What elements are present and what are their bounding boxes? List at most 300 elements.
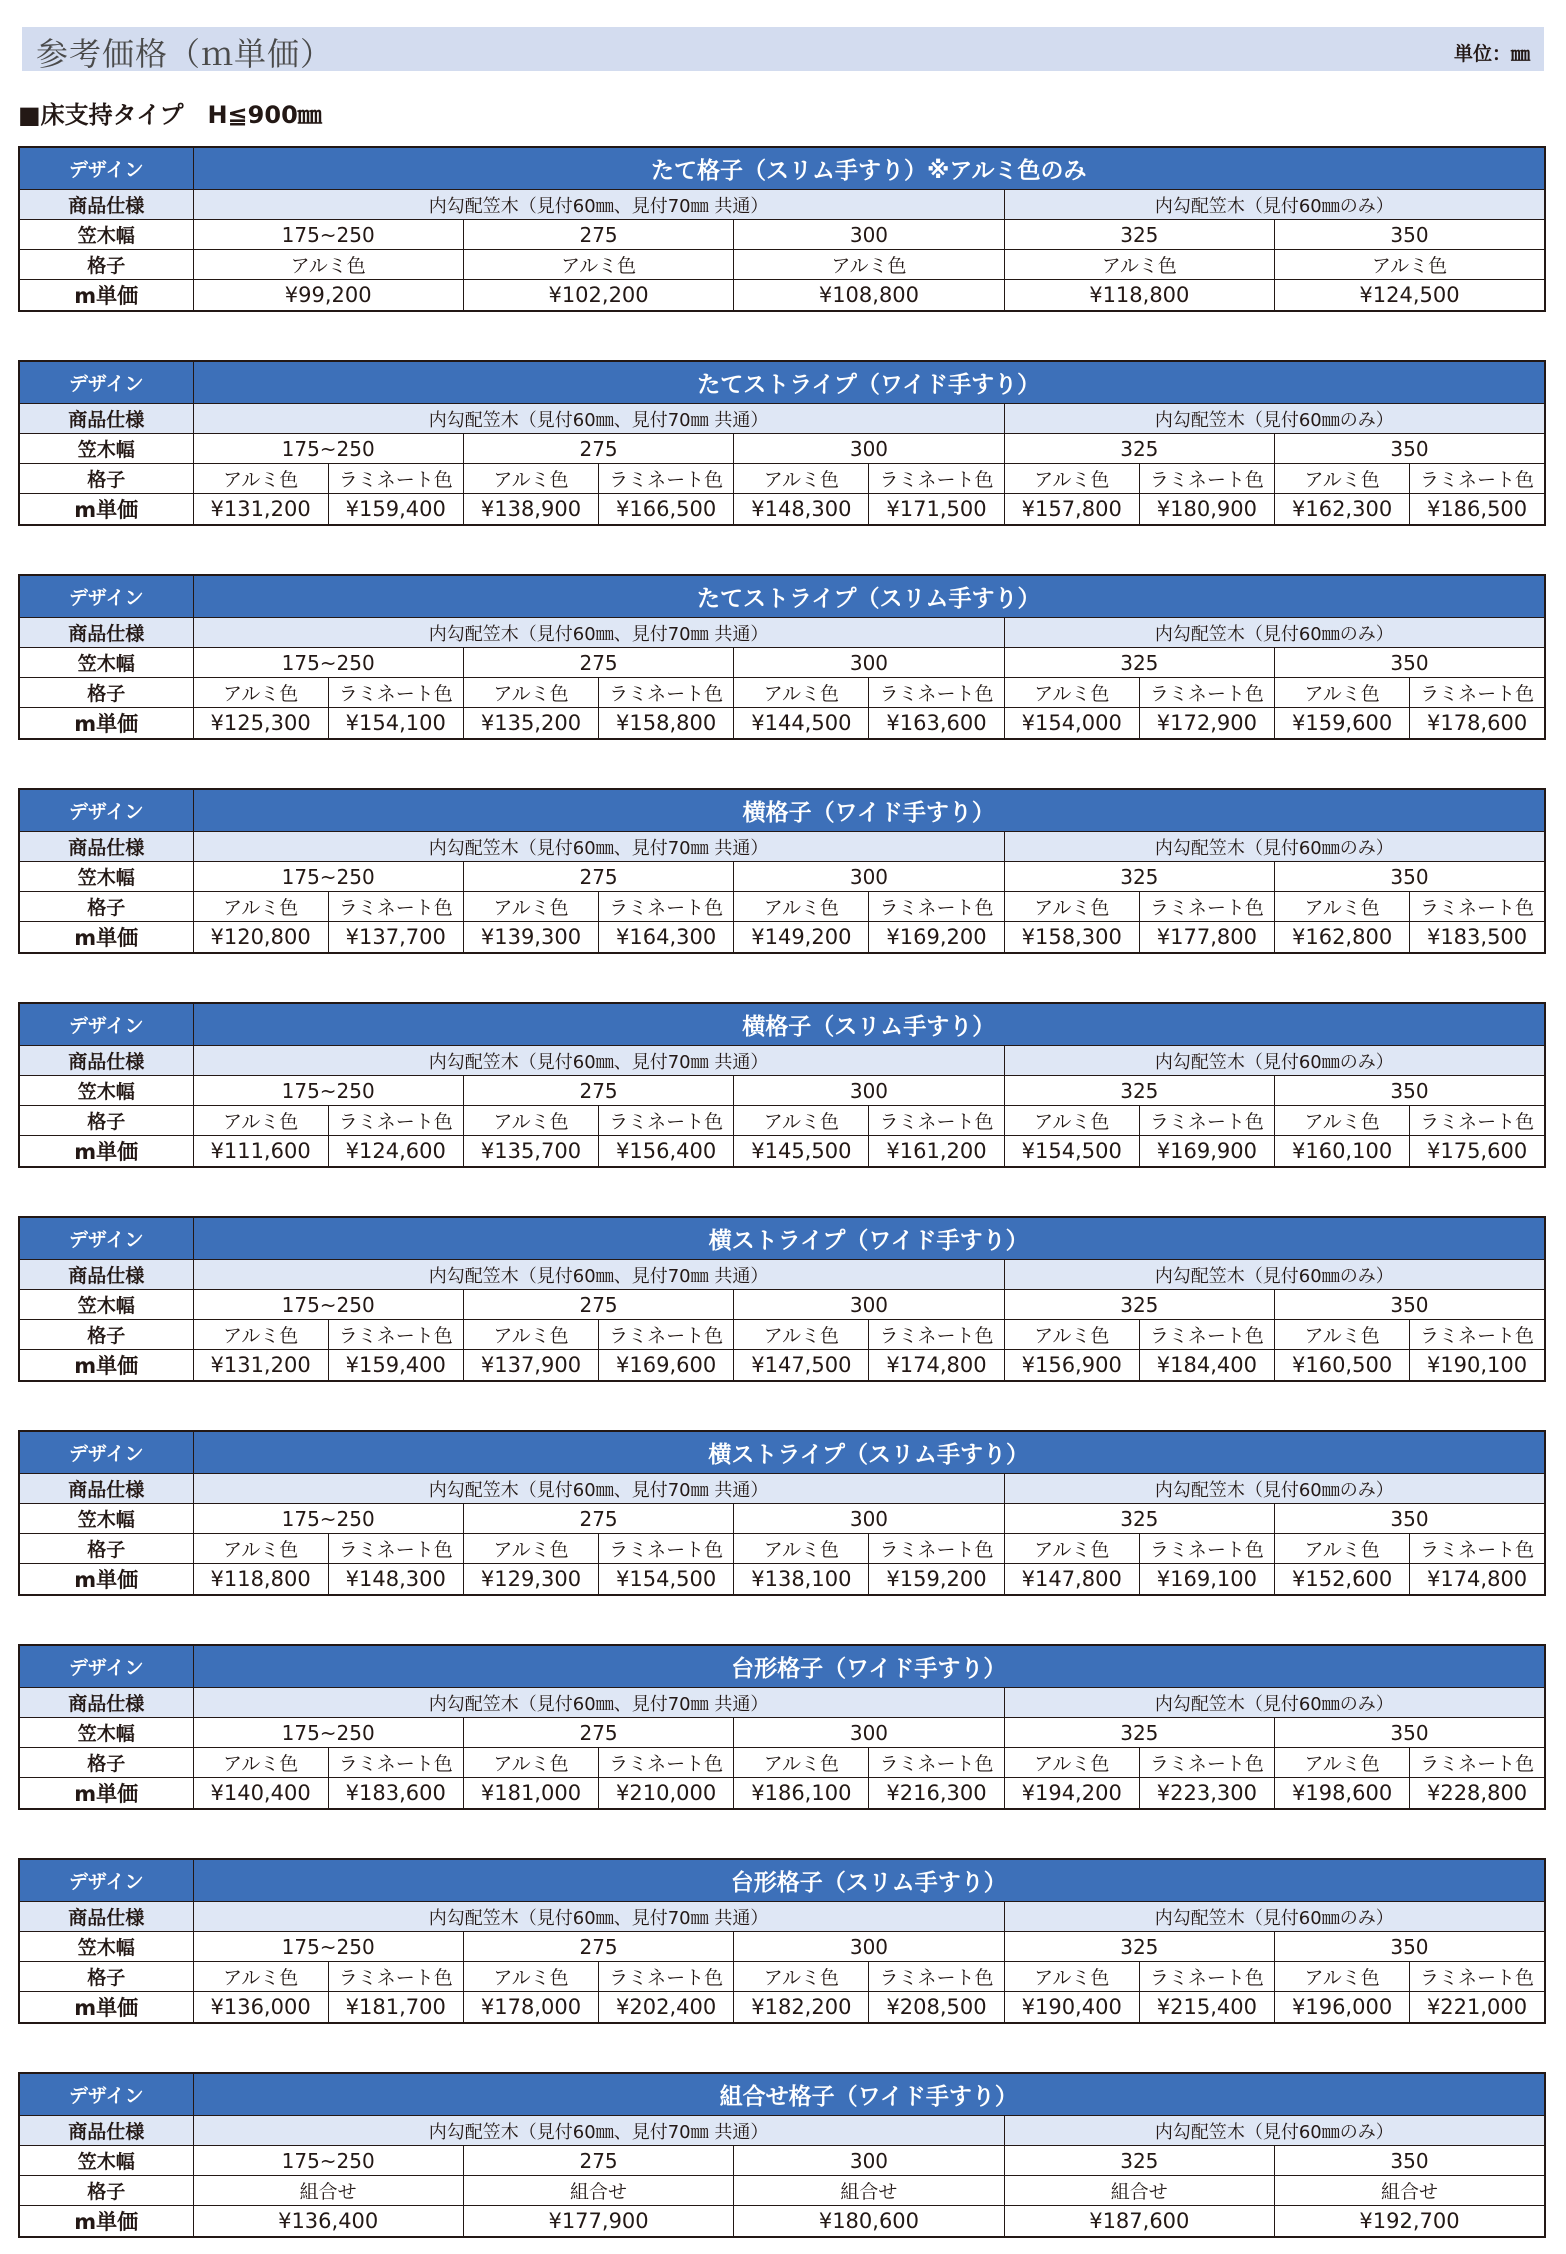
- width-cell: 350: [1275, 1932, 1545, 1962]
- price-cell: ¥221,000: [1410, 1992, 1545, 2024]
- price-cell: ¥158,300: [1004, 922, 1139, 954]
- price-cell: ¥159,200: [869, 1564, 1004, 1596]
- price-cell: ¥169,900: [1139, 1136, 1274, 1168]
- design-name: 横ストライプ（ワイド手すり）: [193, 1217, 1545, 1260]
- price-cell: ¥169,600: [599, 1350, 734, 1382]
- price-cell: ¥171,500: [869, 494, 1004, 526]
- width-cell: 175~250: [193, 862, 463, 892]
- lattice-cell: アルミ色: [463, 464, 598, 494]
- lattice-cell: ラミネート色: [869, 1748, 1004, 1778]
- width-cell: 175~250: [193, 434, 463, 464]
- spec-row: [19, 190, 1545, 220]
- lattice-cell: ラミネート色: [1410, 1962, 1545, 1992]
- price-cell: ¥180,900: [1139, 494, 1274, 526]
- lattice-label: 格子: [19, 678, 193, 708]
- price-cell: ¥154,500: [599, 1564, 734, 1596]
- lattice-cell: 組合せ: [734, 2176, 1004, 2206]
- price-cell: ¥136,400: [193, 2206, 463, 2238]
- price-cell: ¥159,600: [1275, 708, 1410, 740]
- price-cell: ¥156,400: [599, 1136, 734, 1168]
- price-cell: ¥154,100: [328, 708, 463, 740]
- price-table: [18, 1216, 1546, 1382]
- price-row: [19, 1564, 1545, 1596]
- price-cell: ¥198,600: [1275, 1778, 1410, 1810]
- lattice-cell: ラミネート色: [869, 1106, 1004, 1136]
- lattice-cell: ラミネート色: [1139, 1534, 1274, 1564]
- spec-label: 商品仕様: [19, 618, 193, 648]
- lattice-label: 格子: [19, 1106, 193, 1136]
- lattice-cell: アルミ色: [193, 1748, 328, 1778]
- price-label: m単価: [19, 2206, 193, 2238]
- lattice-cell: アルミ色: [193, 678, 328, 708]
- spec-cell: 内勾配笠木（見付60㎜、見付70㎜ 共通）: [193, 1260, 1004, 1290]
- lattice-cell: アルミ色: [193, 250, 463, 280]
- spec-cell: 内勾配笠木（見付60㎜のみ）: [1004, 1474, 1545, 1504]
- spec-cell: 内勾配笠木（見付60㎜、見付70㎜ 共通）: [193, 190, 1004, 220]
- width-cell: 325: [1004, 220, 1274, 250]
- lattice-cell: ラミネート色: [1410, 464, 1545, 494]
- spec-cell: 内勾配笠木（見付60㎜のみ）: [1004, 2116, 1545, 2146]
- width-cell: 300: [734, 434, 1004, 464]
- design-label: デザイン: [19, 1859, 193, 1902]
- width-cell: 175~250: [193, 1504, 463, 1534]
- design-row: [19, 789, 1545, 832]
- width-cell: 175~250: [193, 1932, 463, 1962]
- price-cell: ¥159,400: [328, 1350, 463, 1382]
- lattice-cell: アルミ色: [1004, 892, 1139, 922]
- width-cell: 325: [1004, 648, 1274, 678]
- design-row: [19, 575, 1545, 618]
- lattice-cell: アルミ色: [734, 1534, 869, 1564]
- lattice-cell: 組合せ: [1275, 2176, 1546, 2206]
- width-cell: 300: [734, 2146, 1004, 2176]
- lattice-cell: ラミネート色: [869, 464, 1004, 494]
- lattice-cell: アルミ色: [1275, 1320, 1410, 1350]
- price-label: m単価: [19, 922, 193, 954]
- width-cell: 275: [463, 220, 733, 250]
- width-cell: 350: [1275, 862, 1545, 892]
- spec-label: 商品仕様: [19, 1046, 193, 1076]
- price-table-block: [18, 1858, 1544, 2024]
- width-cell: 350: [1275, 2146, 1546, 2176]
- spec-row: [19, 832, 1545, 862]
- design-row: [19, 2073, 1545, 2116]
- price-cell: ¥183,600: [328, 1778, 463, 1810]
- lattice-cell: アルミ色: [463, 892, 598, 922]
- lattice-cell: アルミ色: [1004, 464, 1139, 494]
- spec-cell: 内勾配笠木（見付60㎜、見付70㎜ 共通）: [193, 618, 1004, 648]
- lattice-cell: アルミ色: [1004, 678, 1139, 708]
- width-cell: 300: [734, 1076, 1004, 1106]
- price-cell: ¥125,300: [193, 708, 328, 740]
- price-table-block: [18, 2072, 1544, 2238]
- lattice-cell: ラミネート色: [869, 892, 1004, 922]
- price-cell: ¥161,200: [869, 1136, 1004, 1168]
- price-table: [18, 1002, 1546, 1168]
- price-cell: ¥157,800: [1004, 494, 1139, 526]
- price-table: [18, 2072, 1546, 2238]
- width-label: 笠木幅: [19, 1932, 193, 1962]
- price-cell: ¥223,300: [1139, 1778, 1274, 1810]
- spec-label: 商品仕様: [19, 2116, 193, 2146]
- lattice-cell: アルミ色: [1004, 250, 1274, 280]
- price-row: [19, 2206, 1545, 2238]
- price-table: [18, 146, 1546, 312]
- width-cell: 300: [734, 1932, 1004, 1962]
- width-cell: 275: [463, 1290, 733, 1320]
- price-cell: ¥137,700: [328, 922, 463, 954]
- width-cell: 350: [1275, 648, 1546, 678]
- lattice-cell: アルミ色: [1004, 1106, 1139, 1136]
- price-cell: ¥169,200: [869, 922, 1004, 954]
- spec-label: 商品仕様: [19, 190, 193, 220]
- lattice-cell: アルミ色: [193, 464, 328, 494]
- lattice-cell: アルミ色: [463, 678, 598, 708]
- price-row: [19, 1992, 1545, 2024]
- price-cell: ¥140,400: [193, 1778, 328, 1810]
- design-name: たて格子（スリム手すり）※アルミ色のみ: [193, 147, 1545, 190]
- design-name: 横格子（スリム手すり）: [193, 1003, 1545, 1046]
- price-label: m単価: [19, 1778, 193, 1810]
- spec-cell: 内勾配笠木（見付60㎜のみ）: [1004, 190, 1545, 220]
- lattice-cell: ラミネート色: [1139, 1320, 1274, 1350]
- width-cell: 175~250: [193, 1076, 463, 1106]
- design-label: デザイン: [19, 1003, 193, 1046]
- price-cell: ¥111,600: [193, 1136, 328, 1168]
- spec-row: [19, 1688, 1545, 1718]
- price-table-block: [18, 1002, 1544, 1168]
- section-subtitle: ■床支持タイプ H≦900㎜: [18, 101, 322, 129]
- width-row: [19, 1076, 1545, 1106]
- lattice-cell: アルミ色: [193, 1962, 328, 1992]
- lattice-cell: アルミ色: [1275, 1748, 1410, 1778]
- price-cell: ¥166,500: [599, 494, 734, 526]
- price-cell: ¥124,500: [1275, 280, 1545, 312]
- width-cell: 300: [734, 220, 1004, 250]
- price-cell: ¥190,400: [1004, 1992, 1139, 2024]
- design-label: デザイン: [19, 789, 193, 832]
- price-table: [18, 1644, 1546, 1810]
- spec-row: [19, 1046, 1545, 1076]
- lattice-cell: アルミ色: [1275, 464, 1410, 494]
- lattice-cell: ラミネート色: [328, 1106, 463, 1136]
- price-cell: ¥178,600: [1410, 708, 1545, 740]
- design-label: デザイン: [19, 147, 193, 190]
- spec-row: [19, 1902, 1545, 1932]
- width-cell: 300: [734, 1290, 1004, 1320]
- price-cell: ¥164,300: [599, 922, 734, 954]
- price-cell: ¥102,200: [463, 280, 733, 312]
- price-cell: ¥147,500: [734, 1350, 869, 1382]
- lattice-cell: アルミ色: [1004, 1962, 1139, 1992]
- lattice-cell: ラミネート色: [599, 1320, 734, 1350]
- lattice-cell: アルミ色: [193, 1106, 328, 1136]
- lattice-cell: アルミ色: [734, 678, 869, 708]
- spec-row: [19, 1474, 1545, 1504]
- lattice-row: [19, 1962, 1545, 1992]
- lattice-row: [19, 892, 1545, 922]
- price-cell: ¥177,800: [1139, 922, 1274, 954]
- lattice-cell: アルミ色: [1275, 892, 1410, 922]
- width-row: [19, 648, 1545, 678]
- price-table: [18, 1858, 1546, 2024]
- design-name: たてストライプ（ワイド手すり）: [193, 361, 1545, 404]
- price-cell: ¥154,500: [1004, 1136, 1139, 1168]
- price-cell: ¥152,600: [1275, 1564, 1410, 1596]
- spec-cell: 内勾配笠木（見付60㎜のみ）: [1004, 1688, 1545, 1718]
- lattice-cell: ラミネート色: [328, 1962, 463, 1992]
- design-name: 台形格子（ワイド手すり）: [193, 1645, 1545, 1688]
- lattice-cell: ラミネート色: [1410, 1748, 1545, 1778]
- spec-cell: 内勾配笠木（見付60㎜のみ）: [1004, 1046, 1545, 1076]
- lattice-label: 格子: [19, 250, 193, 280]
- width-cell: 325: [1004, 862, 1274, 892]
- lattice-cell: アルミ色: [1275, 250, 1545, 280]
- lattice-row: [19, 2176, 1545, 2206]
- lattice-cell: ラミネート色: [328, 678, 463, 708]
- price-cell: ¥186,500: [1410, 494, 1545, 526]
- price-cell: ¥183,500: [1410, 922, 1545, 954]
- spec-label: 商品仕様: [19, 1474, 193, 1504]
- price-row: [19, 494, 1545, 526]
- price-row: [19, 922, 1545, 954]
- price-cell: ¥131,200: [193, 1350, 328, 1382]
- width-cell: 325: [1004, 1718, 1274, 1748]
- price-cell: ¥196,000: [1275, 1992, 1410, 2024]
- price-table-block: [18, 574, 1544, 740]
- width-cell: 275: [463, 434, 733, 464]
- width-cell: 300: [734, 862, 1004, 892]
- price-table-block: [18, 1216, 1544, 1382]
- price-cell: ¥182,200: [734, 1992, 869, 2024]
- price-cell: ¥137,900: [463, 1350, 598, 1382]
- width-label: 笠木幅: [19, 1718, 193, 1748]
- header-bar: [22, 27, 1544, 71]
- width-cell: 325: [1004, 1932, 1274, 1962]
- width-cell: 325: [1004, 1076, 1274, 1106]
- lattice-cell: アルミ色: [734, 1106, 869, 1136]
- lattice-cell: 組合せ: [463, 2176, 733, 2206]
- design-label: デザイン: [19, 361, 193, 404]
- lattice-label: 格子: [19, 464, 193, 494]
- lattice-cell: ラミネート色: [328, 892, 463, 922]
- price-table: [18, 788, 1546, 954]
- price-cell: ¥215,400: [1139, 1992, 1274, 2024]
- price-row: [19, 1778, 1545, 1810]
- spec-label: 商品仕様: [19, 404, 193, 434]
- price-cell: ¥139,300: [463, 922, 598, 954]
- price-cell: ¥118,800: [193, 1564, 328, 1596]
- width-row: [19, 1718, 1545, 1748]
- lattice-cell: ラミネート色: [1410, 892, 1545, 922]
- width-row: [19, 434, 1545, 464]
- price-cell: ¥145,500: [734, 1136, 869, 1168]
- lattice-cell: アルミ色: [1275, 1106, 1410, 1136]
- price-cell: ¥163,600: [869, 708, 1004, 740]
- lattice-cell: ラミネート色: [1139, 678, 1274, 708]
- lattice-cell: ラミネート色: [599, 1962, 734, 1992]
- width-label: 笠木幅: [19, 220, 193, 250]
- lattice-cell: ラミネート色: [599, 678, 734, 708]
- spec-row: [19, 404, 1545, 434]
- lattice-cell: ラミネート色: [1139, 1962, 1274, 1992]
- width-row: [19, 220, 1545, 250]
- width-row: [19, 2146, 1545, 2176]
- price-cell: ¥177,900: [463, 2206, 733, 2238]
- width-cell: 300: [734, 648, 1004, 678]
- design-name: 横格子（ワイド手すり）: [193, 789, 1545, 832]
- width-label: 笠木幅: [19, 862, 193, 892]
- lattice-cell: 組合せ: [193, 2176, 463, 2206]
- width-cell: 350: [1275, 434, 1545, 464]
- spec-label: 商品仕様: [19, 832, 193, 862]
- price-label: m単価: [19, 494, 193, 526]
- width-label: 笠木幅: [19, 648, 193, 678]
- lattice-cell: アルミ色: [1275, 678, 1410, 708]
- lattice-cell: アルミ色: [734, 250, 1004, 280]
- price-table-block: [18, 788, 1544, 954]
- price-cell: ¥120,800: [193, 922, 328, 954]
- lattice-label: 格子: [19, 1962, 193, 1992]
- price-cell: ¥138,900: [463, 494, 598, 526]
- width-cell: 275: [463, 2146, 733, 2176]
- price-cell: ¥148,300: [328, 1564, 463, 1596]
- lattice-cell: ラミネート色: [599, 1106, 734, 1136]
- lattice-cell: ラミネート色: [869, 1534, 1004, 1564]
- spec-cell: 内勾配笠木（見付60㎜、見付70㎜ 共通）: [193, 1474, 1004, 1504]
- spec-cell: 内勾配笠木（見付60㎜、見付70㎜ 共通）: [193, 1902, 1004, 1932]
- lattice-label: 格子: [19, 1534, 193, 1564]
- lattice-cell: ラミネート色: [1410, 1106, 1545, 1136]
- lattice-cell: ラミネート色: [328, 1320, 463, 1350]
- lattice-label: 格子: [19, 892, 193, 922]
- lattice-row: [19, 1106, 1545, 1136]
- spec-cell: 内勾配笠木（見付60㎜のみ）: [1004, 832, 1545, 862]
- width-row: [19, 1290, 1545, 1320]
- design-label: デザイン: [19, 575, 193, 618]
- width-cell: 275: [463, 1718, 733, 1748]
- width-cell: 275: [463, 648, 733, 678]
- price-cell: ¥131,200: [193, 494, 328, 526]
- price-cell: ¥156,900: [1004, 1350, 1139, 1382]
- lattice-label: 格子: [19, 1748, 193, 1778]
- price-cell: ¥210,000: [599, 1778, 734, 1810]
- design-name: たてストライプ（スリム手すり）: [193, 575, 1545, 618]
- lattice-cell: 組合せ: [1004, 2176, 1274, 2206]
- width-row: [19, 862, 1545, 892]
- price-cell: ¥202,400: [599, 1992, 734, 2024]
- price-row: [19, 1350, 1545, 1382]
- spec-cell: 内勾配笠木（見付60㎜、見付70㎜ 共通）: [193, 1046, 1004, 1076]
- design-row: [19, 1645, 1545, 1688]
- price-cell: ¥144,500: [734, 708, 869, 740]
- width-label: 笠木幅: [19, 434, 193, 464]
- width-cell: 175~250: [193, 648, 463, 678]
- width-cell: 350: [1275, 1290, 1545, 1320]
- price-cell: ¥192,700: [1275, 2206, 1546, 2238]
- price-cell: ¥108,800: [734, 280, 1004, 312]
- unit-label: 単位：㎜: [1453, 43, 1530, 65]
- price-cell: ¥174,800: [1410, 1564, 1545, 1596]
- width-cell: 175~250: [193, 2146, 463, 2176]
- spec-cell: 内勾配笠木（見付60㎜、見付70㎜ 共通）: [193, 832, 1004, 862]
- width-label: 笠木幅: [19, 1504, 193, 1534]
- design-row: [19, 1003, 1545, 1046]
- price-cell: ¥228,800: [1410, 1778, 1545, 1810]
- spec-cell: 内勾配笠木（見付60㎜のみ）: [1004, 1902, 1545, 1932]
- price-table: [18, 1430, 1546, 1596]
- lattice-cell: ラミネート色: [328, 464, 463, 494]
- design-row: [19, 1431, 1545, 1474]
- spec-label: 商品仕様: [19, 1688, 193, 1718]
- lattice-row: [19, 1534, 1545, 1564]
- lattice-label: 格子: [19, 1320, 193, 1350]
- lattice-cell: ラミネート色: [1139, 1106, 1274, 1136]
- lattice-row: [19, 1320, 1545, 1350]
- price-table-block: [18, 360, 1544, 526]
- design-row: [19, 1217, 1545, 1260]
- design-name: 組合せ格子（ワイド手すり）: [193, 2073, 1545, 2116]
- price-cell: ¥175,600: [1410, 1136, 1545, 1168]
- width-label: 笠木幅: [19, 2146, 193, 2176]
- lattice-cell: アルミ色: [1275, 1534, 1410, 1564]
- spec-label: 商品仕様: [19, 1902, 193, 1932]
- page-title: 参考価格（ｍ単価）: [36, 35, 334, 73]
- price-label: m単価: [19, 1136, 193, 1168]
- price-row: [19, 1136, 1545, 1168]
- width-cell: 175~250: [193, 1718, 463, 1748]
- price-cell: ¥174,800: [869, 1350, 1004, 1382]
- width-cell: 350: [1275, 1076, 1546, 1106]
- spec-row: [19, 618, 1545, 648]
- lattice-cell: アルミ色: [1004, 1320, 1139, 1350]
- price-cell: ¥178,000: [463, 1992, 598, 2024]
- width-cell: 175~250: [193, 220, 463, 250]
- lattice-cell: ラミネート色: [869, 1320, 1004, 1350]
- price-cell: ¥162,300: [1275, 494, 1410, 526]
- lattice-cell: アルミ色: [463, 250, 733, 280]
- width-cell: 325: [1004, 2146, 1274, 2176]
- lattice-cell: アルミ色: [463, 1534, 598, 1564]
- lattice-row: [19, 464, 1545, 494]
- price-cell: ¥147,800: [1004, 1564, 1139, 1596]
- price-table: [18, 574, 1546, 740]
- width-cell: 300: [734, 1504, 1004, 1534]
- lattice-cell: ラミネート色: [599, 892, 734, 922]
- price-cell: ¥186,100: [734, 1778, 869, 1810]
- price-table-block: [18, 1430, 1544, 1596]
- lattice-cell: アルミ色: [734, 892, 869, 922]
- lattice-cell: アルミ色: [193, 892, 328, 922]
- price-table-block: [18, 1644, 1544, 1810]
- price-cell: ¥187,600: [1004, 2206, 1274, 2238]
- price-cell: ¥208,500: [869, 1992, 1004, 2024]
- width-cell: 300: [734, 1718, 1004, 1748]
- lattice-row: [19, 1748, 1545, 1778]
- price-cell: ¥162,800: [1275, 922, 1410, 954]
- design-row: [19, 361, 1545, 404]
- price-cell: ¥149,200: [734, 922, 869, 954]
- price-cell: ¥159,400: [328, 494, 463, 526]
- design-name: 台形格子（スリム手すり）: [193, 1859, 1545, 1902]
- lattice-cell: ラミネート色: [599, 1534, 734, 1564]
- price-label: m単価: [19, 1350, 193, 1382]
- design-row: [19, 1859, 1545, 1902]
- lattice-cell: アルミ色: [463, 1748, 598, 1778]
- lattice-cell: ラミネート色: [1139, 892, 1274, 922]
- design-label: デザイン: [19, 2073, 193, 2116]
- price-cell: ¥181,000: [463, 1778, 598, 1810]
